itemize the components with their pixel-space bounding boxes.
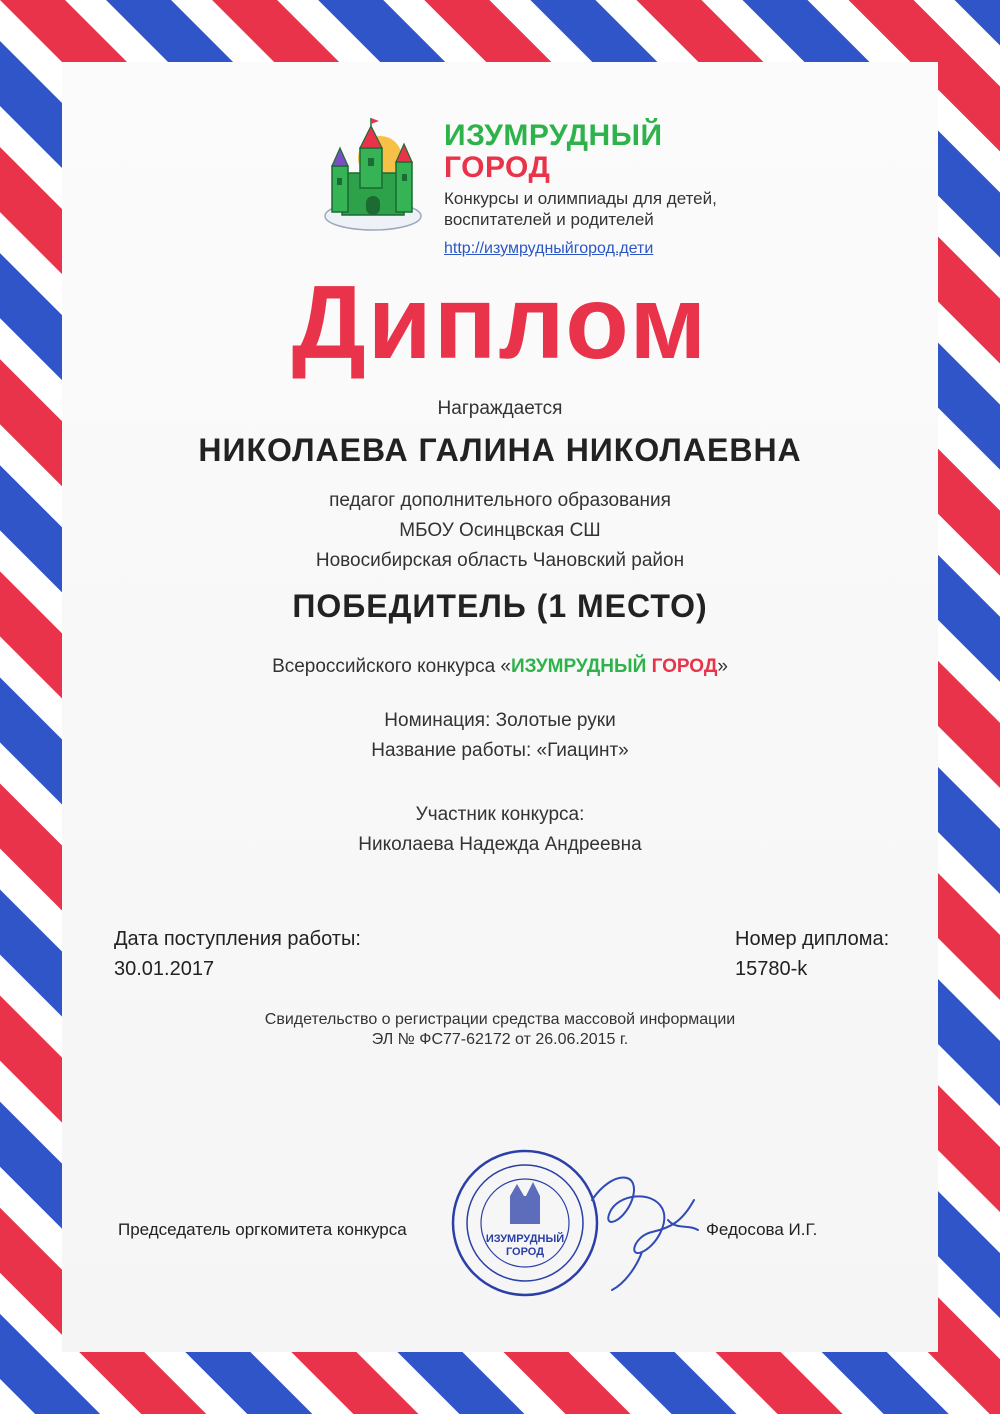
brand-block xyxy=(444,120,717,258)
participant-name: Николаева Надежда Андреевна xyxy=(358,834,642,855)
brand-subtitle-line2: воспитателей и родителей xyxy=(444,210,654,229)
castle-logo-icon xyxy=(318,118,428,236)
result-title: ПОБЕДИТЕЛЬ (1 МЕСТО) xyxy=(292,588,708,624)
diploma-number-label: Номер диплома: xyxy=(735,928,890,950)
date-label: Дата поступления работы: xyxy=(114,928,361,950)
awarded-label: Награждается xyxy=(437,398,563,419)
signer-name: Федосова И.Г. xyxy=(706,1220,818,1239)
stamp-center-line1: ИЗУМРУДНЫЙ xyxy=(485,1233,565,1245)
recipient-position: педагог дополнительного образования xyxy=(329,490,671,511)
recipient-region: Новосибирская область Чановский район xyxy=(315,550,685,571)
brand-url-link[interactable]: http://изумрудныйгород.дети xyxy=(444,240,654,257)
contest-line xyxy=(0,656,1000,678)
date-value: 30.01.2017 xyxy=(114,958,215,980)
registration-line2: ЭЛ № ФС77-62172 от 26.06.2015 г. xyxy=(371,1031,629,1048)
handwritten-signature xyxy=(572,1160,712,1300)
recipient-name: НИКОЛАЕВА ГАЛИНА НИКОЛАЕВНА xyxy=(198,432,802,468)
recipient-school: МБОУ Осинцвская СШ xyxy=(399,520,601,541)
chairman-label: Председатель оргкомитета конкурса xyxy=(118,1220,407,1239)
nomination-line: Номинация: Золотые руки xyxy=(384,710,616,731)
contest-name-green: ИЗУМРУДНЫЙ xyxy=(511,656,647,677)
work-title-line: Название работы: «Гиацинт» xyxy=(371,740,629,761)
contest-suffix: » xyxy=(717,656,728,677)
contest-prefix: Всероссийского конкурса « xyxy=(272,656,511,677)
stamp-center-line2: ГОРОД xyxy=(505,1246,545,1258)
diploma-title: Диплом xyxy=(291,265,709,381)
contest-name-red: ГОРОД xyxy=(651,656,718,677)
diploma-number-block xyxy=(735,924,889,984)
participant-label: Участник конкурса: xyxy=(415,804,585,825)
registration-line1: Свидетельство о регистрации средства массовой информации xyxy=(264,1011,736,1028)
brand-subtitle-line1: Конкурсы и олимпиады для детей, xyxy=(444,189,717,208)
date-block xyxy=(114,924,361,984)
brand-name-line2: ГОРОД xyxy=(444,151,551,184)
brand-name-line1: ИЗУМРУДНЫЙ xyxy=(444,119,663,152)
diploma-number-value: 15780-k xyxy=(735,958,808,980)
